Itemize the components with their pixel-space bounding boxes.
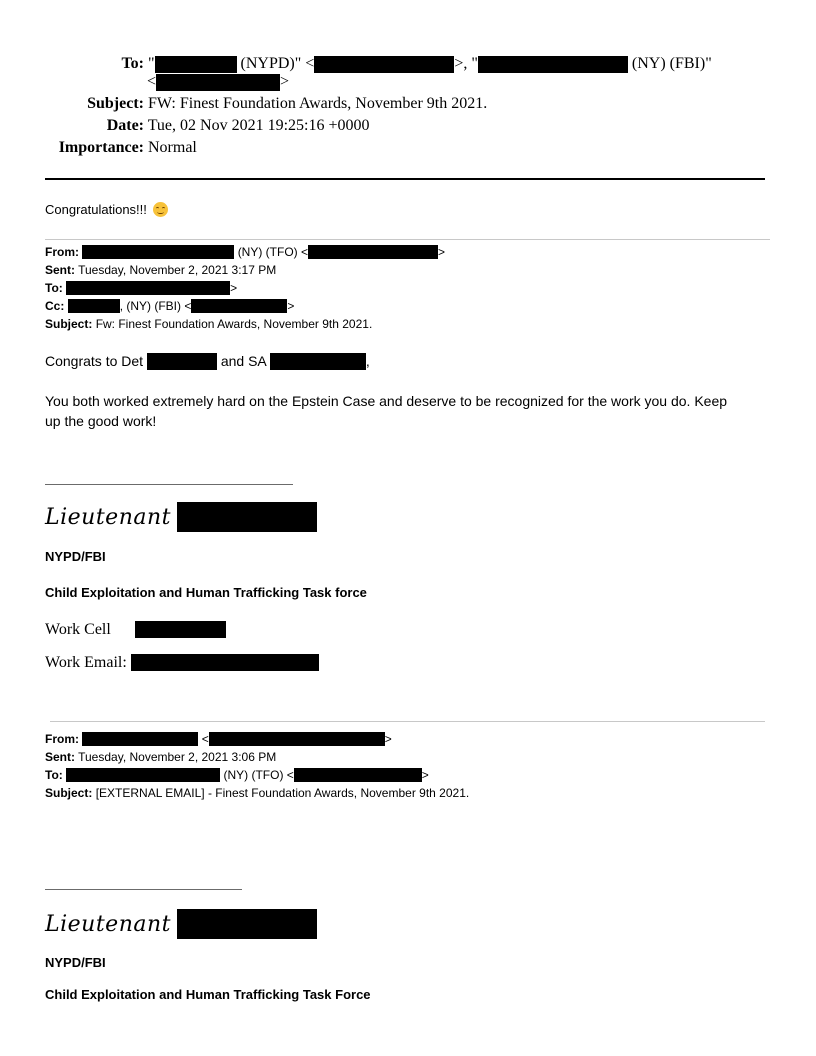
sent-value: Tuesday, November 2, 2021 3:06 PM (78, 750, 277, 764)
to-label: To: (121, 55, 144, 72)
from-suffix: (NY) (TFO) < (237, 245, 309, 259)
header-to-row (50, 54, 712, 74)
subject-label: Subject: (87, 95, 144, 112)
to-line2-open: < (147, 73, 157, 90)
redaction (294, 768, 422, 782)
signature-unit: Child Exploitation and Human Trafficking Task force (45, 585, 367, 600)
forward2-to-row (45, 766, 429, 784)
work-email-label: Work Email: (45, 654, 127, 671)
signature-unit: Child Exploitation and Human Trafficking Task Force (45, 987, 371, 1002)
body-paragraph-line1: You both worked extremely hard on the Epstein Case and deserve to be recognized for the work you do. Keep (45, 393, 728, 409)
to-close: > (230, 281, 238, 295)
redaction (82, 732, 198, 746)
forward2-from-row (45, 730, 392, 748)
from-close: > (438, 245, 446, 259)
header-importance-row (50, 138, 197, 158)
importance-value: Normal (148, 139, 197, 156)
forward1-subject-row (45, 315, 372, 333)
redaction (308, 245, 438, 259)
header-date-row (50, 116, 370, 136)
congrats-line (45, 350, 370, 372)
smiling-face-icon (153, 202, 168, 217)
cc-close: > (287, 299, 295, 313)
signature-rank: Lieutenant (45, 911, 171, 937)
congrats-end: , (365, 353, 370, 369)
subject-value: FW: Finest Foundation Awards, November 9th 2021. (148, 95, 488, 112)
intro-text: Congratulations!!! (45, 202, 147, 217)
header-to-row-continued (147, 72, 289, 92)
forward1-sent-row (45, 261, 276, 279)
forward1-divider (45, 239, 770, 240)
forward1-from-row (45, 243, 445, 261)
to-addr-close: >, " (454, 55, 478, 72)
redaction (155, 56, 237, 73)
redaction (135, 621, 226, 638)
to-label: To: (45, 768, 63, 782)
redaction (82, 245, 234, 259)
subject-value: [EXTERNAL EMAIL] - Finest Foundation Awards, November 9th 2021. (95, 786, 470, 800)
signature-rule (45, 484, 293, 485)
sent-value: Tuesday, November 2, 2021 3:17 PM (78, 263, 277, 277)
from-close: > (384, 732, 392, 746)
subject-value: Fw: Finest Foundation Awards, November 9th 2021. (95, 317, 373, 331)
redaction (209, 732, 385, 746)
work-email-row (45, 653, 319, 673)
redaction (478, 56, 628, 73)
to-line2-close: > (280, 73, 290, 90)
redaction (66, 768, 220, 782)
date-label: Date: (106, 117, 144, 134)
work-cell-row (45, 620, 226, 640)
to-suffix: (NY) (TFO) < (223, 768, 294, 782)
header-subject-row (50, 94, 487, 114)
cc-label: Cc: (45, 299, 65, 313)
forward2-sent-row (45, 748, 276, 766)
signature-rank-row (45, 909, 317, 939)
redaction (156, 74, 280, 91)
to-name1-suffix: (NYPD)" (240, 55, 302, 72)
redaction (131, 654, 319, 671)
date-value: Tue, 02 Nov 2021 19:25:16 +0000 (147, 117, 370, 134)
redaction (314, 56, 454, 73)
redaction (177, 502, 317, 532)
body-paragraph-line2: up the good work! (45, 413, 157, 429)
redaction (147, 353, 217, 370)
signature-rank: Lieutenant (45, 504, 171, 530)
importance-label: Importance: (58, 139, 144, 156)
signature-rule (45, 889, 242, 890)
to-name2-suffix: (NY) (FBI)" (631, 55, 712, 72)
from-label: From: (45, 732, 79, 746)
to-close: > (421, 768, 429, 782)
forward2-subject-row (45, 784, 469, 802)
intro-line (45, 201, 168, 219)
signature-rank-row (45, 502, 317, 532)
sent-label: Sent: (45, 750, 75, 764)
work-cell-label: Work Cell (45, 621, 111, 638)
to-label: To: (45, 281, 63, 295)
congrats-mid: and SA (220, 353, 266, 369)
forward1-to-row (45, 279, 237, 297)
from-mid: < (201, 732, 209, 746)
redaction (191, 299, 287, 313)
sent-label: Sent: (45, 263, 75, 277)
forward2-divider (50, 721, 765, 722)
redaction (68, 299, 120, 313)
forward1-cc-row (45, 297, 294, 315)
subject-label: Subject: (45, 317, 93, 331)
subject-label: Subject: (45, 786, 93, 800)
congrats-prefix: Congrats to Det (45, 353, 144, 369)
cc-suffix: , (NY) (FBI) < (119, 299, 192, 313)
redaction (177, 909, 317, 939)
redaction (270, 353, 366, 370)
to-quote: " (148, 55, 155, 72)
to-addr-open: < (305, 55, 315, 72)
signature-org: NYPD/FBI (45, 549, 106, 564)
header-divider (45, 178, 765, 180)
from-label: From: (45, 245, 79, 259)
signature-org: NYPD/FBI (45, 955, 106, 970)
redaction (66, 281, 230, 295)
